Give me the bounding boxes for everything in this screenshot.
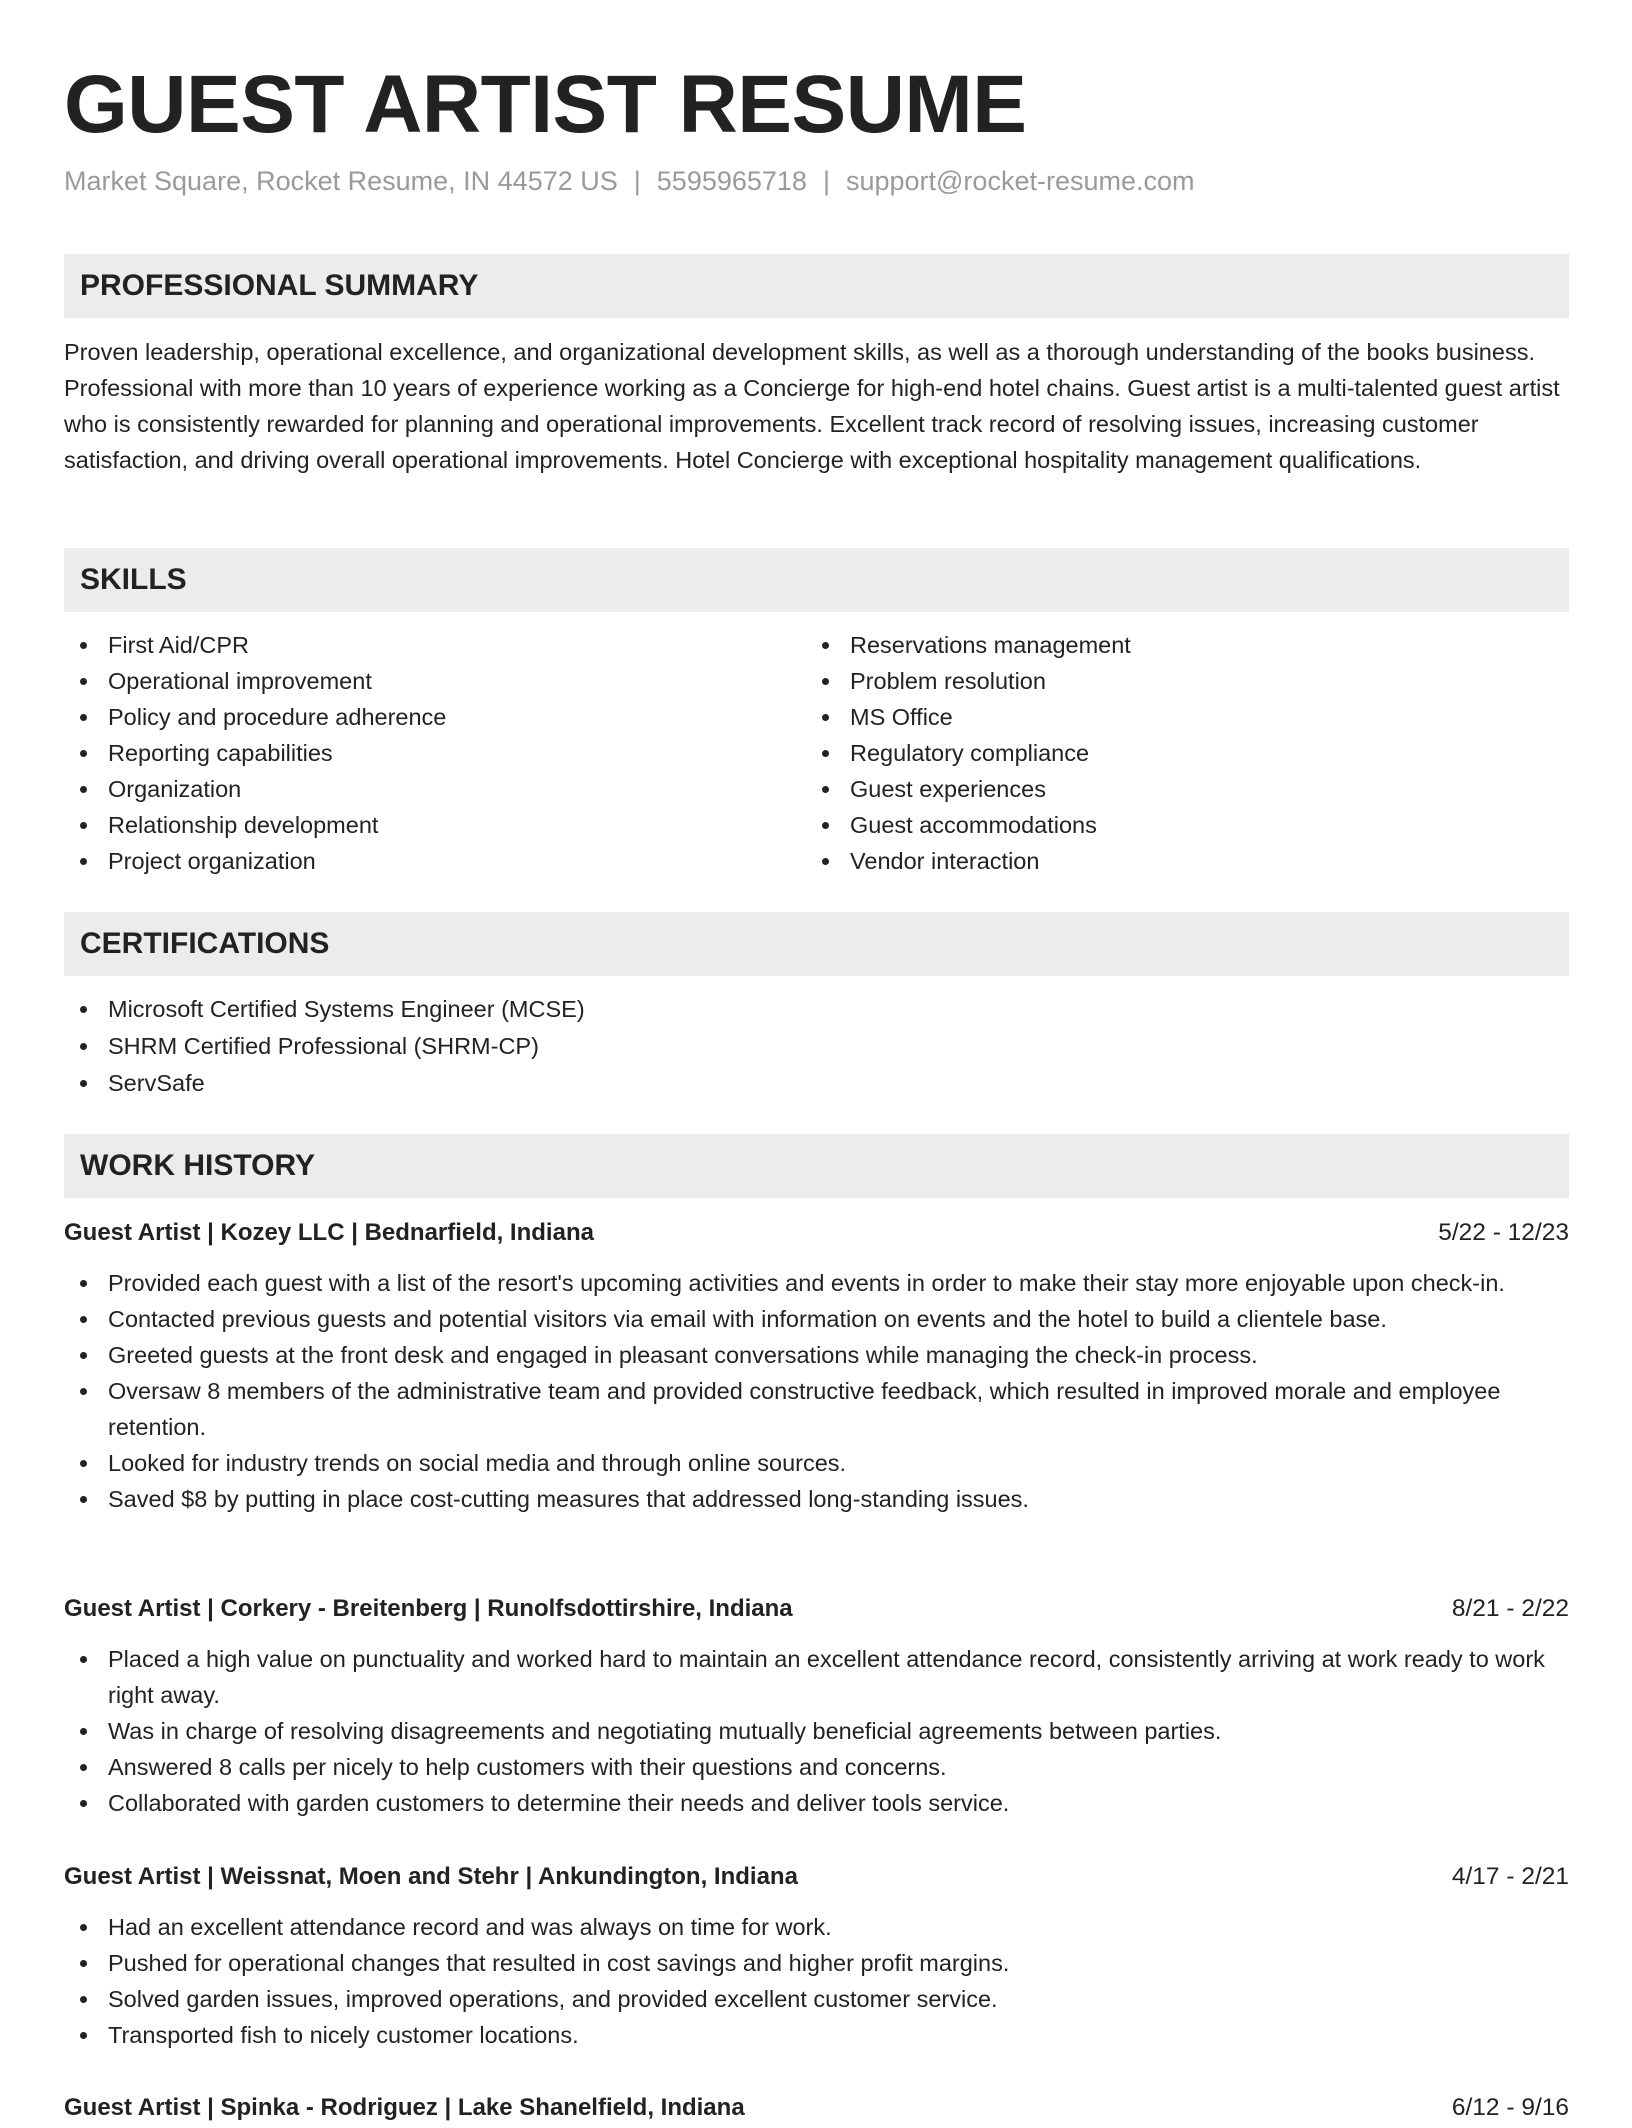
skill-item: Guest accommodations: [806, 807, 1506, 843]
job-bullet: Was in charge of resolving disagreements and negotiating mutually beneficial agreements between parties.: [64, 1713, 1569, 1749]
certification-item: SHRM Certified Professional (SHRM-CP): [64, 1028, 1569, 1065]
job-bullets: [64, 1909, 1569, 2053]
job-title: Guest Artist | Weissnat, Moen and Stehr | Ankundington, Indiana: [64, 1863, 798, 1890]
job-entry: [64, 1213, 1569, 1517]
job-header: [64, 1213, 1569, 1253]
skill-item: Organization: [64, 771, 764, 807]
job-dates: 6/12 - 9/16: [1451, 2094, 1569, 2121]
job-bullet: Oversaw 8 members of the administrative team and provided constructive feedback, which resulted in improved morale and employee retention.: [64, 1373, 1569, 1445]
contact-separator: |: [822, 166, 830, 196]
job-bullets: [64, 1265, 1569, 1517]
certifications-list: [64, 991, 1569, 1102]
skills-list-left: [64, 627, 764, 879]
job-header: [64, 1857, 1569, 1897]
job-header: [64, 2088, 1569, 2128]
job-title: Guest Artist | Kozey LLC | Bednarfield, Indiana: [64, 1219, 594, 1246]
job-bullet: Contacted previous guests and potential visitors via email with information on events and the hotel to build a clientele base.: [64, 1301, 1569, 1337]
skill-item: Problem resolution: [806, 663, 1506, 699]
job-bullet: Had an excellent attendance record and was always on time for work.: [64, 1909, 1569, 1945]
skill-item: Operational improvement: [64, 663, 764, 699]
job-bullets: [64, 1641, 1569, 1821]
job-entry: [64, 2088, 1569, 2128]
skills-heading: SKILLS: [64, 548, 1569, 612]
job-bullet: Solved garden issues, improved operations, and provided excellent customer service.: [64, 1981, 1569, 2017]
contact-phone: 5595965718: [656, 166, 807, 196]
work-history-heading: WORK HISTORY: [64, 1134, 1569, 1198]
skill-item: Vendor interaction: [806, 843, 1506, 879]
summary-text: Proven leadership, operational excellence, and organizational development skills, as well as a thorough understanding of the books business. Professional with more than 10 years of experience working as a Concierge for high-end hotel chains. Guest artist is a multi-talented guest artist who is consistently rewarded for planning and operational improvements. Excellent track record of resolving issues, increasing customer satisfaction, and driving overall operational improvements. Hotel Concierge with exceptional hospitality management qualifications.: [64, 339, 1560, 473]
skill-item: Reservations management: [806, 627, 1506, 663]
job-title: Guest Artist | Spinka - Rodriguez | Lake Shanelfield, Indiana: [64, 2094, 745, 2121]
job-bullet: Transported fish to nicely customer locations.: [64, 2017, 1569, 2053]
certifications-heading: CERTIFICATIONS: [64, 912, 1569, 976]
skill-item: Guest experiences: [806, 771, 1506, 807]
job-dates: 8/21 - 2/22: [1451, 1595, 1569, 1622]
certification-item: Microsoft Certified Systems Engineer (MCSE): [64, 991, 1569, 1028]
contact-line: [64, 166, 1195, 197]
certification-item: ServSafe: [64, 1065, 1569, 1102]
job-bullet: Collaborated with garden customers to determine their needs and deliver tools service.: [64, 1785, 1569, 1821]
skills-list-right: [806, 627, 1506, 879]
job-entry: [64, 1857, 1569, 2053]
skill-item: First Aid/CPR: [64, 627, 764, 663]
contact-address: Market Square, Rocket Resume, IN 44572 US: [64, 166, 618, 196]
summary-heading: PROFESSIONAL SUMMARY: [64, 254, 1569, 318]
job-title: Guest Artist | Corkery - Breitenberg | Runolfsdottirshire, Indiana: [64, 1595, 793, 1622]
job-dates: 4/17 - 2/21: [1451, 1863, 1569, 1890]
job-bullet: Saved $8 by putting in place cost-cutting measures that addressed long-standing issues.: [64, 1481, 1569, 1517]
job-bullet: Provided each guest with a list of the resort's upcoming activities and events in order to make their stay more enjoyable upon check-in.: [64, 1265, 1569, 1301]
job-bullet: Pushed for operational changes that resulted in cost savings and higher profit margins.: [64, 1945, 1569, 1981]
skill-item: Relationship development: [64, 807, 764, 843]
job-entry: [64, 1589, 1569, 1821]
job-bullet: Placed a high value on punctuality and worked hard to maintain an excellent attendance record, consistently arriving at work ready to work right away.: [64, 1641, 1569, 1713]
contact-email: support@rocket-resume.com: [845, 166, 1195, 196]
job-dates: 5/22 - 12/23: [1438, 1219, 1569, 1246]
skill-item: Reporting capabilities: [64, 735, 764, 771]
job-bullet: Looked for industry trends on social media and through online sources.: [64, 1445, 1569, 1481]
job-bullet: Greeted guests at the front desk and engaged in pleasant conversations while managing the check-in process.: [64, 1337, 1569, 1373]
contact-separator: |: [633, 166, 641, 196]
resume-title: GUEST ARTIST RESUME: [64, 59, 1027, 150]
job-bullet: Answered 8 calls per nicely to help customers with their questions and concerns.: [64, 1749, 1569, 1785]
skill-item: Policy and procedure adherence: [64, 699, 764, 735]
skill-item: MS Office: [806, 699, 1506, 735]
skill-item: Regulatory compliance: [806, 735, 1506, 771]
job-header: [64, 1589, 1569, 1629]
skill-item: Project organization: [64, 843, 764, 879]
